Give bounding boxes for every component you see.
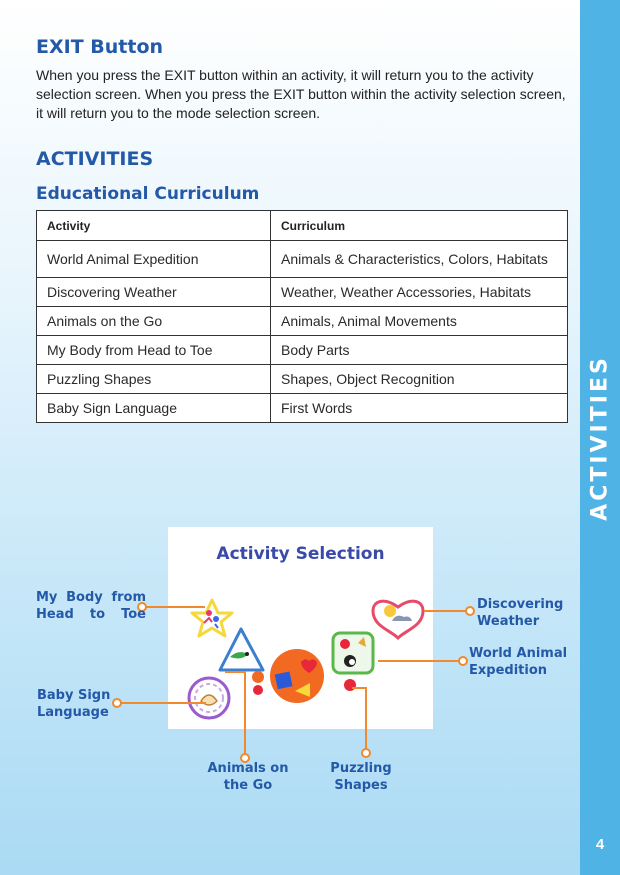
activity-cell: Animals on the Go	[37, 307, 271, 336]
curriculum-cell: Animals & Characteristics, Colors, Habitats	[271, 241, 568, 278]
page-number: 4	[595, 836, 605, 853]
exit-button-heading: EXIT Button	[36, 36, 164, 58]
callout-puzzling: Puzzling Shapes	[330, 761, 392, 793]
header-activity: Activity	[37, 211, 271, 241]
callout-world-animal: World Animal Expedition	[469, 646, 568, 678]
exit-button-text: When you press the EXIT button within an activity, it will return you to the activity selection screen. When you press the EXIT button within the activity selection screen, it will return you to the mode selection screen.	[36, 67, 566, 121]
callout-dot	[362, 749, 370, 757]
callout-animals-go: Animals on the Go	[207, 761, 289, 793]
activity-cell: Baby Sign Language	[37, 394, 271, 423]
line-puzzling	[352, 688, 366, 753]
curriculum-cell: Animals, Animal Movements	[271, 307, 568, 336]
callout-dot	[466, 607, 474, 615]
activity-cell: Discovering Weather	[37, 278, 271, 307]
callout-body: My Body from Head to Toe	[36, 590, 146, 622]
curriculum-cell: First Words	[271, 394, 568, 423]
curriculum-cell: Body Parts	[271, 336, 568, 365]
activity-cell: Puzzling Shapes	[37, 365, 271, 394]
curriculum-cell: Shapes, Object Recognition	[271, 365, 568, 394]
callout-baby-sign: Baby Sign Language	[37, 688, 111, 720]
callout-weather: Discovering Weather	[477, 597, 564, 629]
activity-cell: World Animal Expedition	[37, 241, 271, 278]
sidebar-label: ACTIVITIES	[587, 355, 613, 521]
curriculum-cell: Weather, Weather Accessories, Habitats	[271, 278, 568, 307]
header-curriculum: Curriculum	[271, 211, 568, 241]
activities-heading: ACTIVITIES	[36, 148, 154, 170]
screen-title: Activity Selection	[216, 544, 385, 564]
sidebar-tab	[580, 0, 620, 875]
callout-dot	[459, 657, 467, 665]
line-animals-go	[225, 672, 245, 758]
activity-cell: My Body from Head to Toe	[37, 336, 271, 365]
curriculum-heading: Educational Curriculum	[36, 184, 260, 204]
